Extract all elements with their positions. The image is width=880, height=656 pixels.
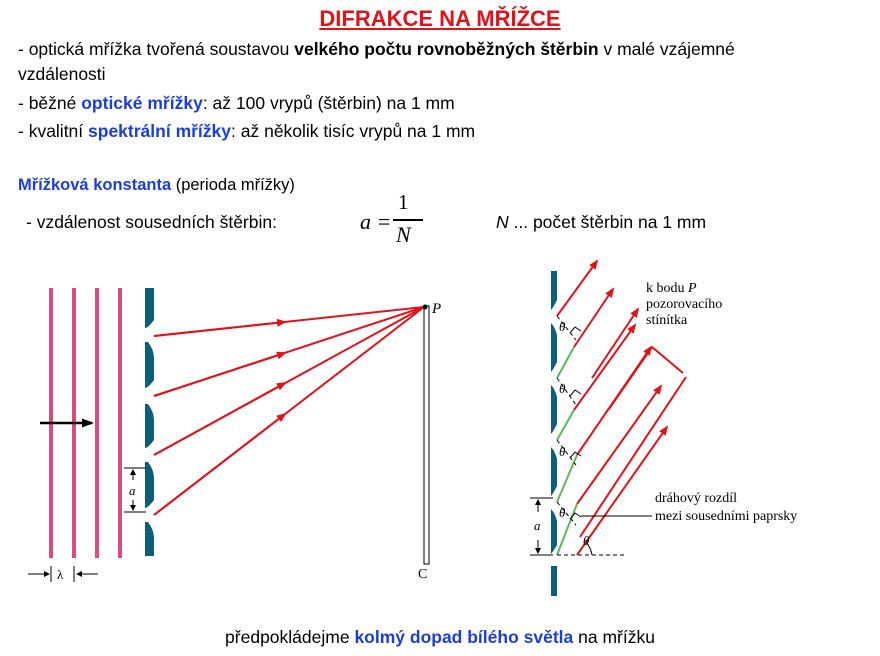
to-point-p: P (688, 281, 697, 296)
theta-2: θ (559, 381, 566, 396)
intro-line-2: vzdálenosti (18, 64, 106, 84)
to-point-line-1: k bodu (646, 281, 688, 296)
distance-label: - vzdálenost sousedních štěrbin: (26, 212, 277, 232)
observation-screen (424, 306, 429, 564)
n-definition: N ... počet štěrbin na 1 mm (496, 212, 707, 232)
theta-angle: θ (583, 533, 590, 548)
grating-constant-formula: a = 1 N (358, 192, 430, 252)
theta-1: θ (559, 319, 566, 334)
to-point-annotation (646, 281, 722, 328)
grating-right (551, 271, 557, 596)
diffracted-rays-left (154, 307, 424, 515)
svg-text:k bodu P (646, 281, 697, 296)
path-difference-annotation (655, 491, 797, 524)
intro-line-3: - běžné optické mřížky: až 100 vrypů (štěrbin) na 1 mm (18, 93, 455, 113)
to-point-line-2: pozorovacího (646, 297, 723, 312)
wavelength-label: λ (57, 567, 64, 582)
grating-left (145, 288, 154, 556)
to-point-line-3: stínítka (646, 313, 688, 328)
path-diff-line-2: mezi sousedními paprsky (655, 509, 798, 524)
footer-note: předpokládejme kolmý dopad bílého světla na mřížku (225, 627, 655, 647)
intro-line-1: - optická mřížka tvořená soustavou velkého počtu rovnoběžných štěrbin v malé vzájemné (18, 39, 735, 59)
spacing-label-right: a (534, 518, 541, 533)
constant-heading: Mřížková konstanta (perioda mřížky) (18, 176, 295, 194)
right-angle-marks (570, 327, 581, 519)
intro-line-4: - kvalitní spektrální mřížky: až několik tisíc vrypů na 1 mm (18, 121, 476, 141)
page-title: DIFRAKCE NA MŘÍŽCE (319, 6, 561, 31)
theta-3: θ (559, 444, 566, 459)
theta-4: θ (559, 505, 566, 520)
screen-label: C (418, 567, 428, 582)
point-p-label: P (432, 301, 442, 317)
path-diff-line-1: dráhový rozdíl (655, 491, 738, 506)
spacing-label-left: a (129, 483, 136, 498)
point-p-dot (423, 305, 428, 310)
